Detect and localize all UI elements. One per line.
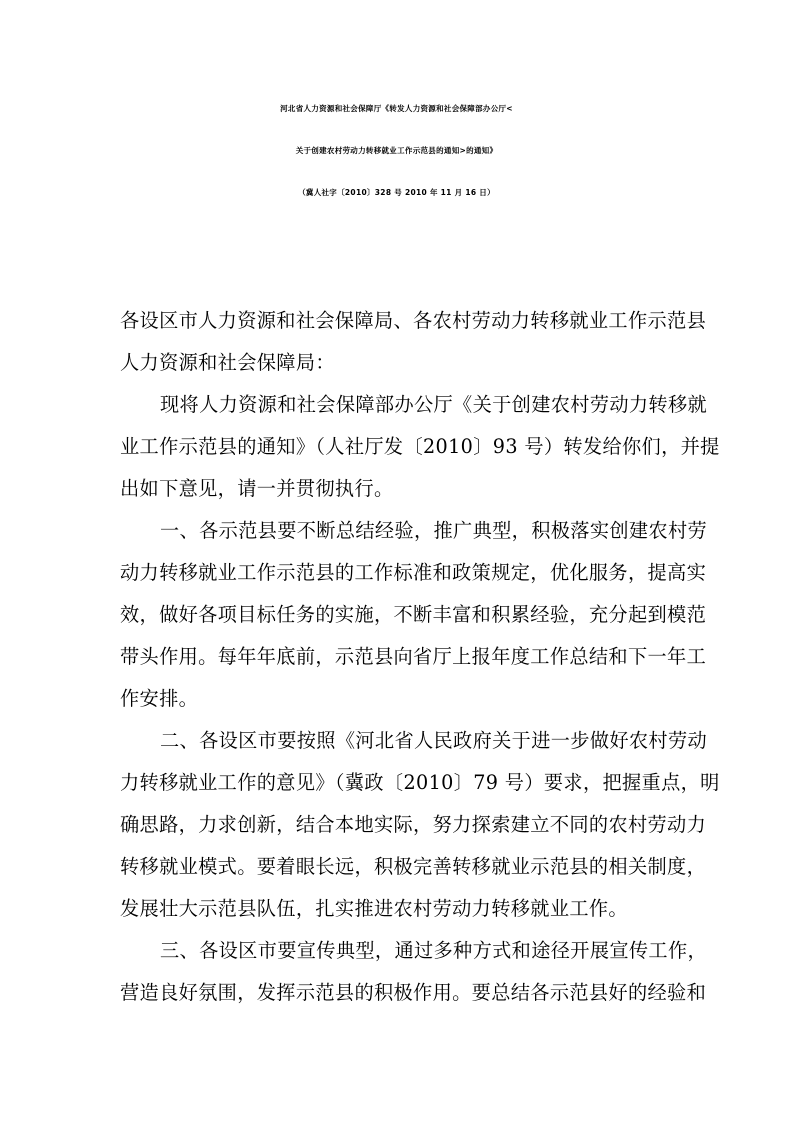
addressee-line-1: 各设区市人力资源和社会保障局、各农村劳动力转移就业工作示范县 <box>120 309 707 332</box>
paragraph-3-line-5: 发展壮大示范县队伍，扎实推进农村劳动力转移就业工作。 <box>120 897 628 920</box>
paragraph-3-line-4: 转移就业模式。要着眼长远，积极完善转移就业示范县的相关制度， <box>120 855 707 878</box>
addressee-line-2: 人力资源和社会保障局： <box>120 351 335 374</box>
document-title-line-1: 河北省人力资源和社会保障厅《转发人力资源和社会保障部办公厅< <box>280 104 513 113</box>
paragraph-3-line-2: 力转移就业工作的意见》（冀政〔2010〕79 号）要求，把握重点，明 <box>120 771 720 794</box>
document-number-and-date: （冀人社字〔2010〕328 号 2010 年 11 月 16 日） <box>298 188 495 197</box>
paragraph-2-line-3: 效，做好各项目标任务的实施，不断丰富和积累经验，充分起到模范 <box>120 603 707 626</box>
paragraph-2-line-4: 带头作用。每年年底前，示范县向省厅上报年度工作总结和下一年工 <box>120 645 707 668</box>
document-title-line-2: 关于创建农村劳动力转移就业工作示范县的通知>的通知》 <box>295 146 498 155</box>
paragraph-4-line-2: 营造良好氛围，发挥示范县的积极作用。要总结各示范县好的经验和 <box>120 981 707 1004</box>
paragraph-2-line-5: 作安排。 <box>120 687 199 710</box>
paragraph-3-line-3: 确思路，力求创新，结合本地实际，努力探索建立不同的农村劳动力 <box>120 813 707 836</box>
paragraph-4-line-1: 三、各设区市要宣传典型，通过多种方式和途径开展宣传工作， <box>160 939 708 962</box>
paragraph-2-line-2: 动力转移就业工作示范县的工作标准和政策规定，优化服务，提高实 <box>120 561 707 584</box>
paragraph-1-line-2: 业工作示范县的通知》（人社厅发〔2010〕93 号）转发给你们，并提 <box>120 435 720 458</box>
paragraph-2-line-1: 一、各示范县要不断总结经验，推广典型，积极落实创建农村劳 <box>160 519 708 542</box>
paragraph-3-line-1: 二、各设区市要按照《河北省人民政府关于进一步做好农村劳动 <box>160 729 708 752</box>
paragraph-1-line-3: 出如下意见，请一并贯彻执行。 <box>120 477 394 500</box>
paragraph-1-line-1: 现将人力资源和社会保障部办公厅《关于创建农村劳动力转移就 <box>160 393 708 416</box>
